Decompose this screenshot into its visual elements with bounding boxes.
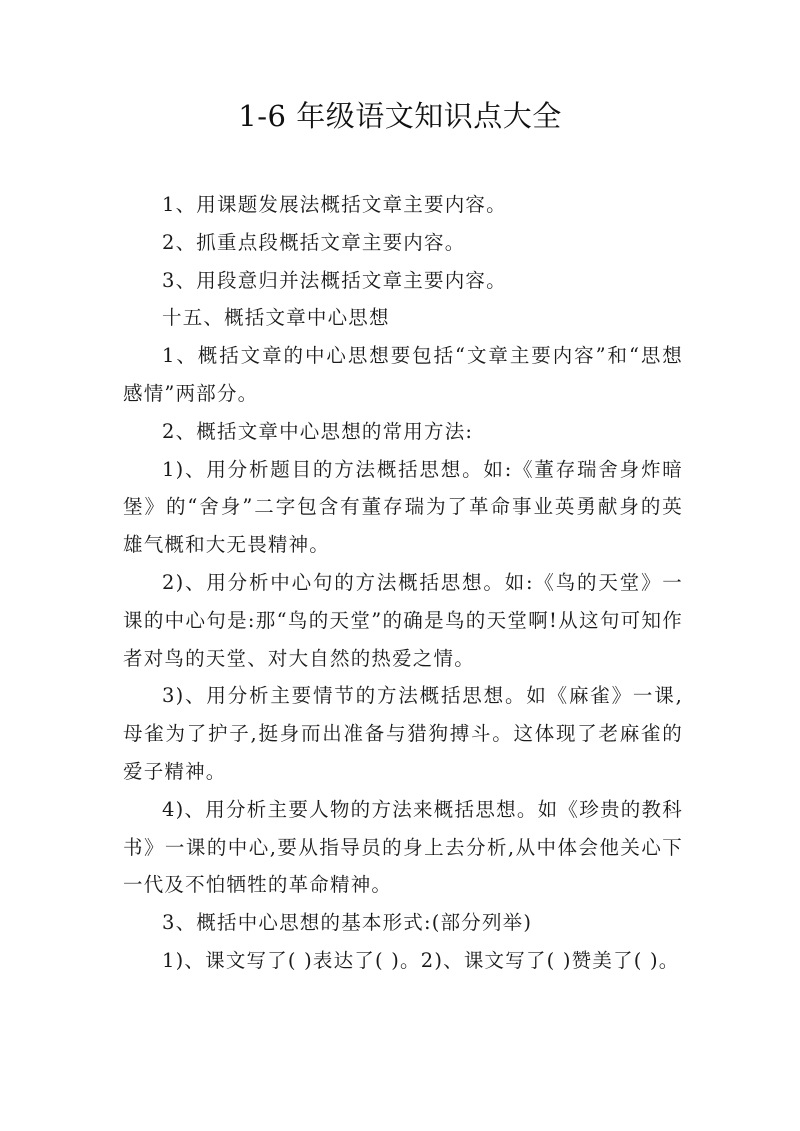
paragraph-3: 3、用段意归并法概括文章主要内容。 [162, 268, 507, 292]
paragraph-9: 3)、用分析主要情节的方法概括思想。如《麻雀》一课,母雀为了护子,挺身而出准备与猎狗搏斗。这体现了老麻雀的爱子精神。 [123, 684, 683, 783]
section-heading: 十五、概括文章中心思想 [162, 306, 390, 330]
paragraph-10: 4)、用分析主要人物的方法来概括思想。如《珍贵的教科书》一课的中心,要从指导员的身上去分析,从中体会他关心下一代及不怕牺牲的革命精神。 [123, 797, 683, 897]
paragraph-1: 1、用课题发展法概括文章主要内容。 [162, 193, 507, 216]
paragraph-11: 3、概括中心思想的基本形式:(部分列举) [162, 911, 533, 935]
document-body [123, 186, 683, 980]
paragraph-12: 1)、课文写了( )表达了( )。2)、课文写了( )赞美了( )。 [162, 948, 680, 972]
paragraph-7: 1)、用分析题目的方法概括思想。如:《董存瑞舍身炸暗堡》的“舍身”二字包含有董存瑞为了革命事业英勇献身的英雄气概和大无畏精神。 [123, 457, 683, 557]
paragraph-8: 2)、用分析中心句的方法概括思想。如:《鸟的天堂》一课的中心句是:那“鸟的天堂”的确是鸟的天堂啊!从这句可知作者对鸟的天堂、对大自然的热爱之情。 [123, 570, 683, 670]
paragraph-6: 2、概括文章中心思想的常用方法: [162, 419, 474, 443]
document-title: 1-6 年级语文知识点大全 [238, 99, 562, 133]
paragraph-5: 1、概括文章的中心思想要包括“文章主要内容”和“思想感情”两部分。 [123, 344, 683, 405]
paragraph-2: 2、抓重点段概括文章主要内容。 [162, 230, 466, 254]
